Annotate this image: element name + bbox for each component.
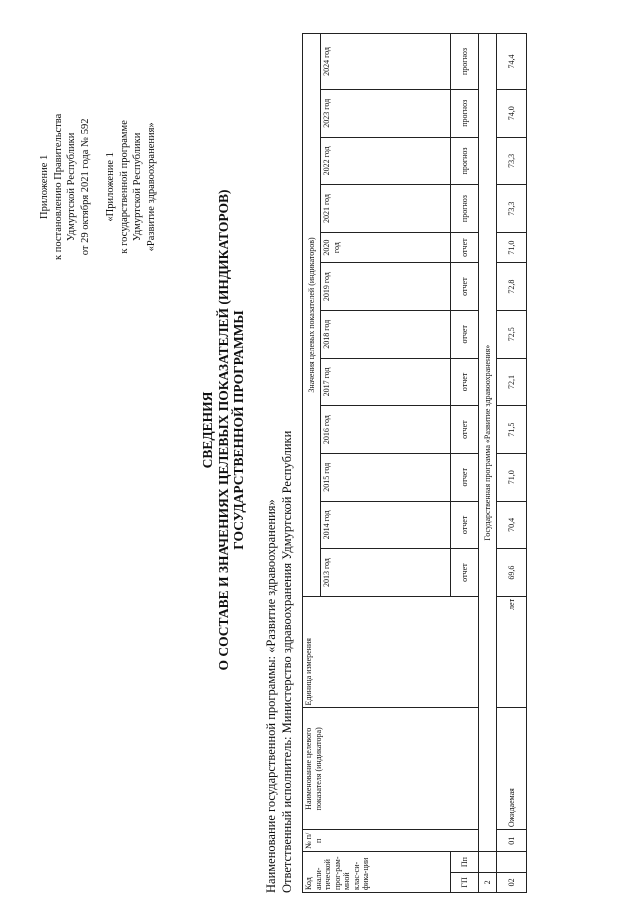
- pp-subheader: Пп: [451, 852, 479, 872]
- row-value: 70,4: [497, 501, 527, 549]
- year-header: 2018 год: [321, 310, 451, 358]
- year-header: 2024 год: [321, 34, 451, 90]
- row-value: 71,0: [497, 453, 527, 501]
- row-value: 69,6: [497, 549, 527, 597]
- appendix-line: Удмуртской Республики: [132, 132, 143, 242]
- program-row-label: Государственная программа «Развитие здравоохранения»: [479, 34, 497, 852]
- row-value: 74,0: [497, 89, 527, 137]
- value-type: прогноз: [451, 89, 479, 137]
- program-row: [479, 34, 497, 893]
- appendix-line: Удмуртской Республики: [66, 132, 77, 242]
- row-value: 72,1: [497, 358, 527, 406]
- row-unit: лет: [497, 596, 527, 708]
- number-header: № п/п: [303, 830, 479, 852]
- value-type: отчет: [451, 263, 479, 311]
- appendix-line: «Приложение 1: [105, 152, 116, 222]
- value-type: прогноз: [451, 34, 479, 90]
- row-pp-code: [497, 852, 527, 872]
- value-type: отчет: [451, 501, 479, 549]
- program-row-spacer: [479, 852, 497, 872]
- row-value: 72,8: [497, 263, 527, 311]
- value-type: отчет: [451, 453, 479, 501]
- table-row: [497, 34, 527, 893]
- year-header: 2013 год: [321, 549, 451, 597]
- value-type: отчет: [451, 358, 479, 406]
- title-line: О СОСТАВЕ И ЗНАЧЕНИЯХ ЦЕЛЕВЫХ ПОКАЗАТЕЛЕЙ (ИНДИКАТОРОВ): [215, 189, 231, 671]
- responsible-executor: Ответственный исполнитель: Министерство здравоохранения Удмуртской Республики: [280, 430, 294, 893]
- value-type: отчет: [451, 232, 479, 262]
- unit-header: Единица измерения: [303, 596, 479, 708]
- value-type: прогноз: [451, 137, 479, 185]
- title-line: СВЕДЕНИЯ: [200, 391, 215, 469]
- year-header: 2016 год: [321, 406, 451, 454]
- appendix-program-block: [104, 114, 158, 260]
- row-value: 71,5: [497, 406, 527, 454]
- year-header: 2023 год: [321, 89, 451, 137]
- gp-subheader: ГП: [451, 872, 479, 892]
- year-header: 2014 год: [321, 501, 451, 549]
- appendix-line: «Развитие здравоохранения»: [145, 122, 157, 252]
- row-number: 01: [497, 830, 527, 852]
- table-header-row: [303, 34, 321, 893]
- value-type: отчет: [451, 406, 479, 454]
- appendix-line: Приложение 1: [39, 154, 50, 219]
- appendix-line: от 29 октября 2021 года № 592: [79, 118, 91, 256]
- year-header: 2019 год: [321, 263, 451, 311]
- row-value: 73,3: [497, 137, 527, 185]
- row-value: 74,4: [497, 34, 527, 90]
- row-value: 72,5: [497, 310, 527, 358]
- year-header: 2022 год: [321, 137, 451, 185]
- row-gp-code: 02: [497, 872, 527, 892]
- program-code: 2: [479, 872, 497, 892]
- document-title: [200, 125, 247, 735]
- year-header: 2015 год: [321, 453, 451, 501]
- row-value: 71,0: [497, 232, 527, 262]
- title-line: ГОСУДАРСТВЕННОЙ ПРОГРАММЫ: [231, 310, 246, 550]
- value-type: прогноз: [451, 185, 479, 233]
- appendix-resolution-block: [38, 114, 92, 260]
- values-header: Значения целевых показателей (индикаторов): [303, 34, 321, 597]
- row-value: 73,3: [497, 185, 527, 233]
- year-header: 2020 год: [321, 232, 451, 262]
- indicators-table: [302, 33, 527, 893]
- program-name: Наименование государственной программы: «Развитие здравоохранения»: [264, 499, 278, 893]
- row-indicator-name: Ожидаемая: [497, 708, 527, 830]
- appendix-line: к государственной программе: [118, 120, 130, 254]
- value-type: отчет: [451, 549, 479, 597]
- year-header: 2021 год: [321, 185, 451, 233]
- code-header: Код анали-тической прог-рам-мной клас-си-фика-ции: [303, 852, 451, 893]
- appendix-line: к постановлению Правительства: [52, 113, 64, 260]
- year-header: 2017 год: [321, 358, 451, 406]
- appendix-header: [38, 114, 158, 260]
- indicator-name-header: Наименование целевого показателя (индикатора): [303, 708, 479, 830]
- value-type: отчет: [451, 310, 479, 358]
